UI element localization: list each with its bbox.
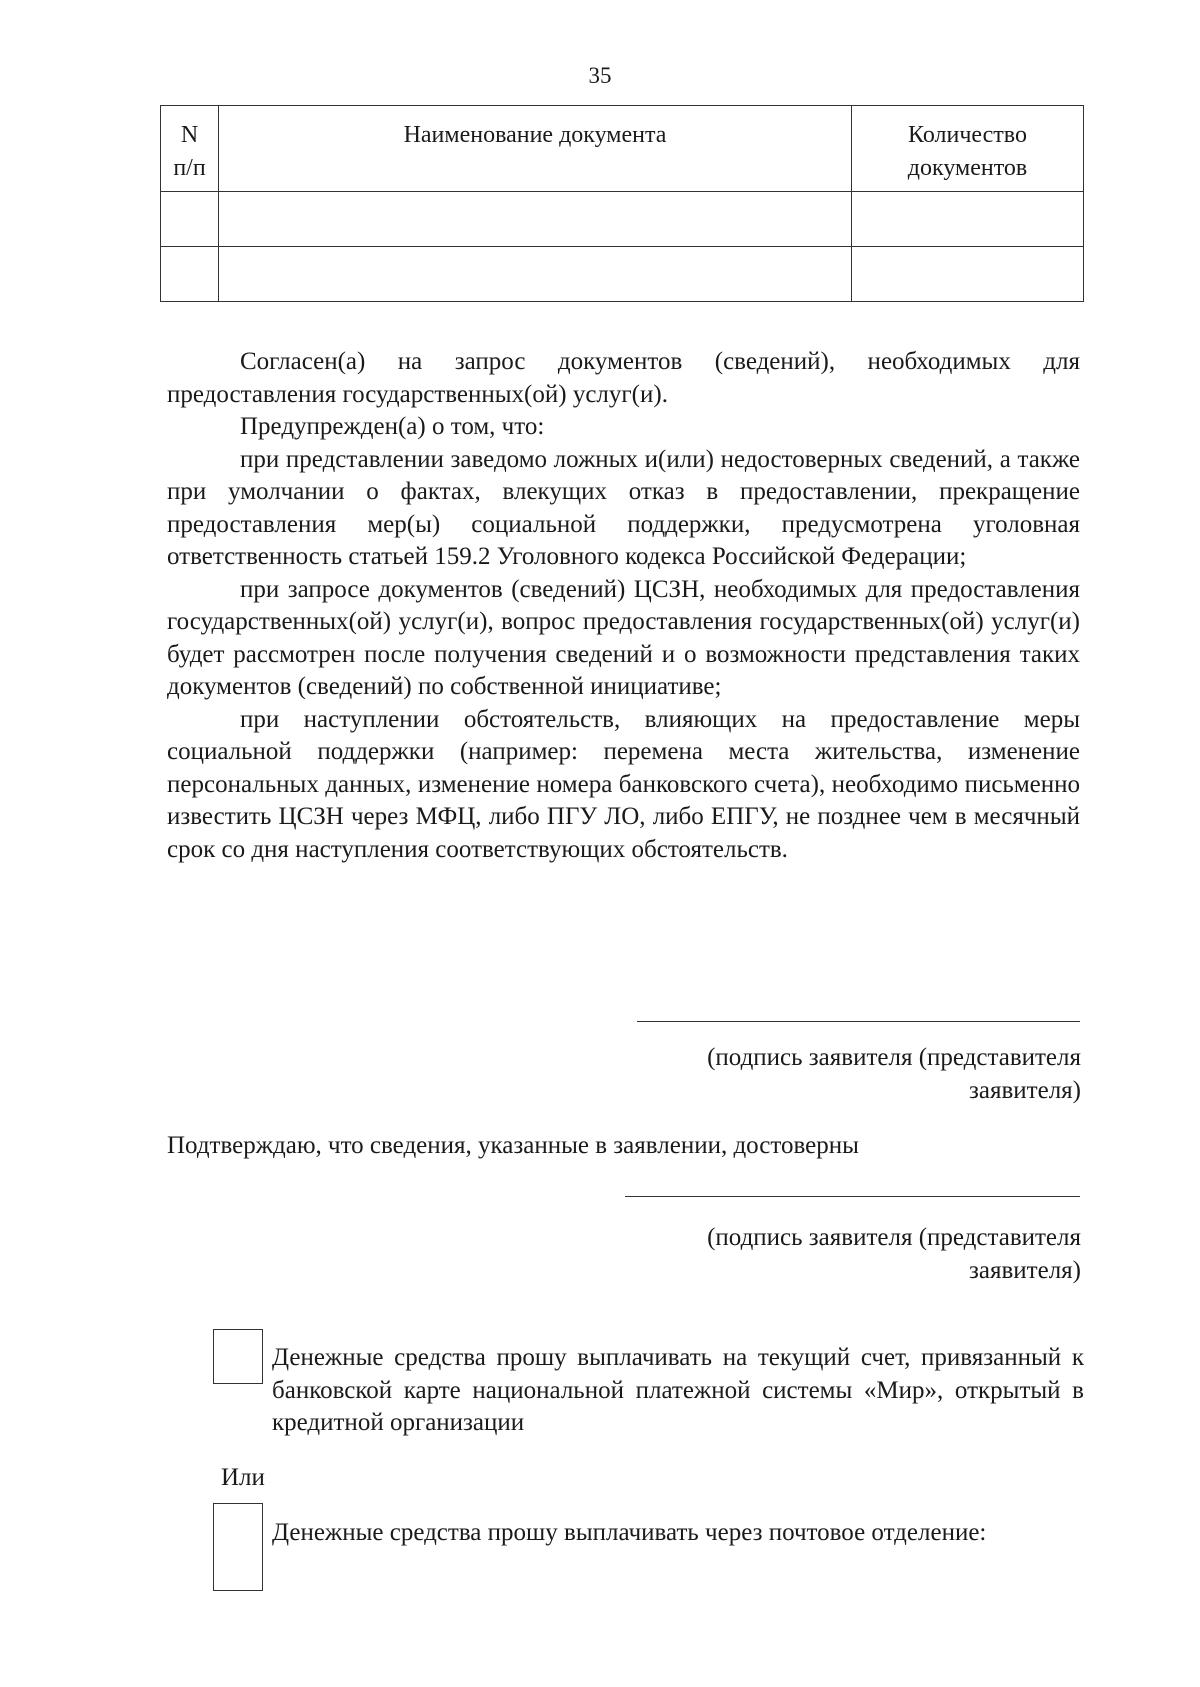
payment-post-checkbox[interactable]: [213, 1503, 263, 1591]
warning-document-request: при запросе документов (сведений) ЦСЗН, необходимых для предоставления государственных(ой) услуг(и), вопрос предоставления государственных(ой) услуг(и) будет рассмотрен после получения сведений и о возможности представления таких документов (сведений) по собственной инициативе;: [167, 575, 1080, 700]
table-cell[interactable]: [852, 247, 1084, 302]
signature-line-2[interactable]: [625, 1196, 1080, 1197]
warning-change-circumstances: при наступлении обстоятельств, влияющих на предоставление меры социальной поддержки (например: перемена места жительства, изменение персональных данных, изменение номера банковского счета), необходимо письменно известить ЦСЗН через МФЦ, либо ПГУ ЛО, либо ЕПГУ, не позднее чем в месячный срок со дня наступления соответствующих обстоятельств.: [167, 705, 1080, 863]
warning-intro: Предупрежден(а) о том, что:: [240, 413, 545, 440]
consent-paragraph: Согласен(а) на запрос документов (сведений), необходимых для предоставления государственных(ой) услуг(и).: [167, 348, 1080, 408]
table-cell[interactable]: [852, 192, 1084, 247]
page-number: 35: [588, 63, 612, 88]
header-document-name: Наименование документа: [219, 106, 852, 192]
documents-table: [160, 105, 1084, 302]
table-row: [161, 192, 1084, 247]
table-cell[interactable]: [161, 247, 219, 302]
warning-false-info: при представлении заведомо ложных и(или) недостоверных сведений, а также при умолчании о фактах, влекущих отказ в предоставлении, прекращение предоставления мер(ы) социальной поддержки, предусмотрена уголовная ответственность статьей 159.2 Уголовного кодекса Российской Федерации;: [167, 445, 1080, 570]
payment-card-checkbox[interactable]: [213, 1329, 263, 1384]
table-cell[interactable]: [219, 247, 852, 302]
table-cell[interactable]: [161, 192, 219, 247]
or-label: Или: [221, 1464, 265, 1491]
consent-text-block: [167, 346, 1080, 866]
payment-card-option-text: Денежные средства прошу выплачивать на текущий счет, привязанный к банковской карте национальной платежной системы «Мир», открытый в кредитной организации: [272, 1344, 1084, 1436]
header-document-count: Количество документов: [852, 106, 1084, 192]
table-row: [161, 247, 1084, 302]
table-header-row: [161, 106, 1084, 192]
header-number: N п/п: [161, 106, 219, 192]
signature-line-1[interactable]: [637, 1021, 1080, 1022]
signature-caption-1: (подпись заявителя (представителя заявителя): [707, 1044, 1081, 1104]
confirmation-statement: Подтверждаю, что сведения, указанные в заявлении, достоверны: [167, 1132, 859, 1159]
table-cell[interactable]: [219, 192, 852, 247]
payment-post-option-text: Денежные средства прошу выплачивать через почтовое отделение:: [272, 1519, 987, 1546]
signature-caption-2: (подпись заявителя (представителя заявителя): [707, 1224, 1081, 1284]
